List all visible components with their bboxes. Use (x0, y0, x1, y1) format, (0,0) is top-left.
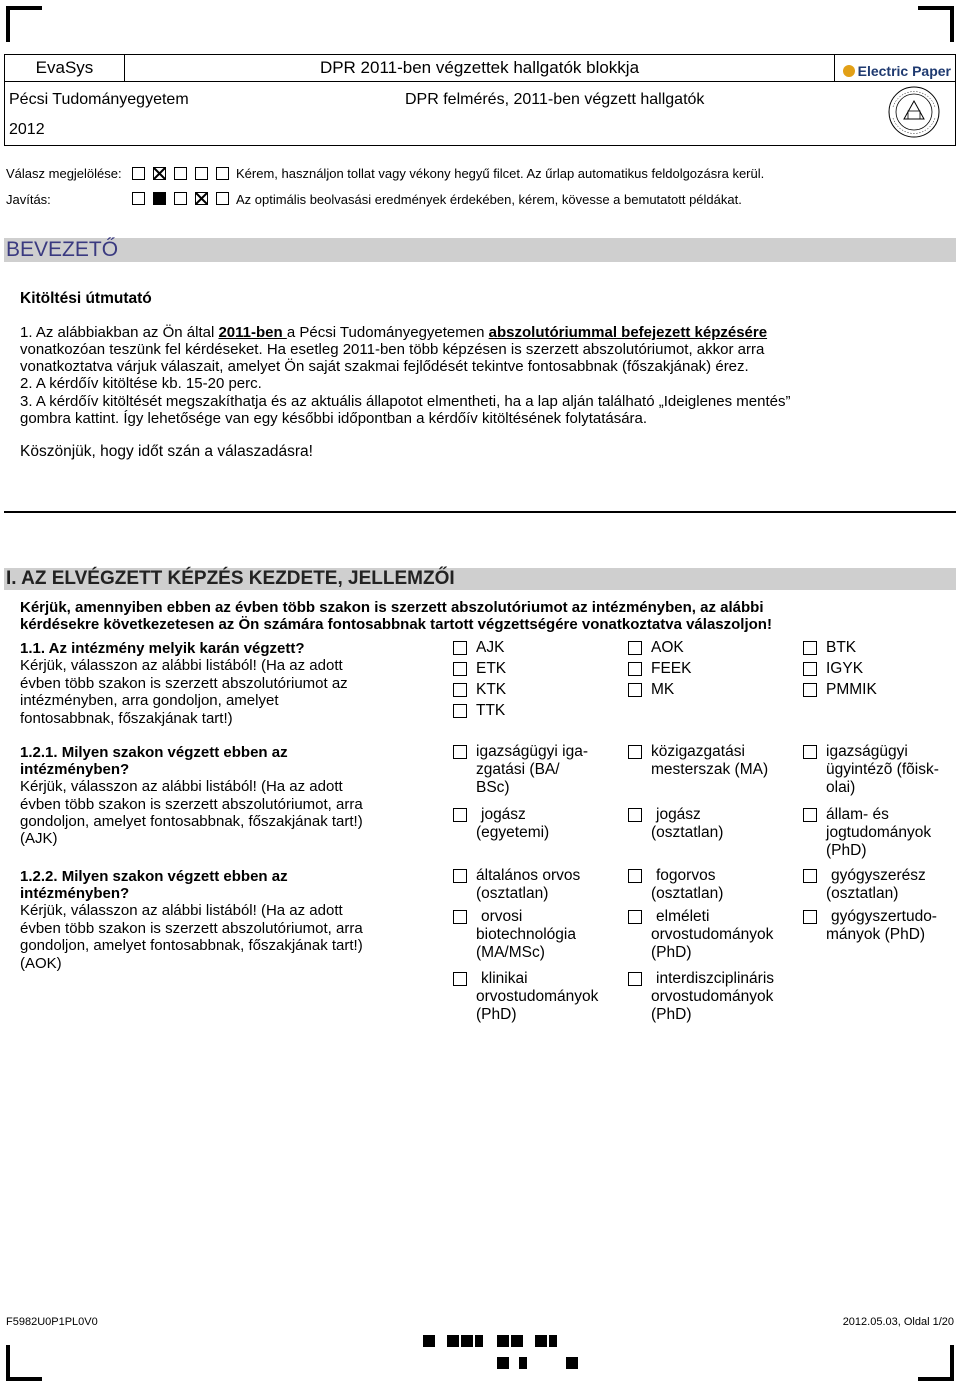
q2-option-label: mesterszak (MA) (651, 761, 769, 778)
q3-checkbox[interactable] (628, 869, 642, 883)
university-seal-icon (887, 85, 941, 139)
q1-checkbox-pmmik[interactable] (803, 683, 817, 697)
corner-mark-top-right (918, 6, 954, 42)
q2-line3: gondoljon, amelyet fontosabbnak, főszakjának tart!) (20, 813, 363, 830)
intro-section-title: BEVEZETŐ (6, 238, 119, 261)
q3-checkbox[interactable] (628, 972, 642, 986)
corner-mark-bottom-left (6, 1345, 42, 1381)
q3-option-label: elméleti (656, 908, 710, 925)
instruction-1: 1. Az alábbiakban az Ön által 2011-ben a Pécsi Tudományegyetemen abszolutóriummal befejezett képzésére (20, 324, 768, 341)
q2-option-label: ügyintézõ (fõisk- (826, 761, 939, 778)
instruction-1-line3: vonatkoztatva várjuk válaszait, amelyet Ön saját szakmai fejlődését tekintve fontosabbnak (főszakjának) érez. (20, 358, 749, 375)
q3-option-label: (PhD) (476, 1006, 517, 1023)
q3-option-label: fogorvos (656, 867, 716, 884)
q3-line2: évben több szakon is szerzett abszolutóriumot, arra (20, 920, 363, 937)
q3-option-label: orvosi (481, 908, 523, 925)
q3-option-label: orvostudományok (476, 988, 599, 1005)
q3-option-label: (osztatlan) (826, 885, 899, 902)
q1-option-label: TTK (476, 702, 506, 719)
q2-line1: Kérjük, válasszon az alábbi listából! (Ha az adott (20, 778, 343, 795)
q3-checkbox[interactable] (803, 869, 817, 883)
q1-option-label: KTK (476, 681, 507, 698)
q1-title: 1.1. Az intézmény melyik karán végzett? (20, 640, 305, 657)
q1-option-label: AOK (651, 639, 684, 656)
q1-checkbox-ajk[interactable] (453, 641, 467, 655)
q3-option-label: (osztatlan) (651, 885, 724, 902)
q2-checkbox[interactable] (453, 808, 467, 822)
thanks-text: Köszönjük, hogy időt szán a válaszadásra! (20, 443, 313, 460)
q3-option-label: mányok (PhD) (826, 926, 926, 943)
q1-option-label: IGYK (826, 660, 864, 677)
mark-instructions: Kérem, használjon tollat vagy vékony hegyű filcet. Az űrlap automatikus feldolgozásra kerül. (236, 166, 765, 181)
brand-icon (843, 65, 855, 77)
q2-option-label: (PhD) (826, 842, 867, 859)
q2-checkbox[interactable] (628, 745, 642, 759)
q3-option-label: általános orvos (476, 867, 581, 884)
q2-checkbox[interactable] (803, 808, 817, 822)
q3-option-label: interdiszciplináris (656, 970, 775, 987)
instruction-3-line2: gombra kattint. Így lehetősége van egy későbbi időpontban a kérdőív kitöltésének folytatására. (20, 410, 648, 427)
survey-year: 2012 (9, 121, 45, 138)
q3-option-label: (MA/MSc) (476, 944, 545, 961)
q3-option-label: gyógyszerész (831, 867, 926, 884)
q2-option-label: jogász (481, 806, 526, 823)
section1-intro-line2: kérdésekre következetesen az Ön számára fontosabbnak tartott végzettségére vonatkoztatva válaszoljon! (20, 616, 772, 633)
form-title: DPR 2011-ben végzettek hallgatók blokkja (125, 55, 835, 81)
corner-mark-top-left (6, 6, 42, 42)
q2-checkbox[interactable] (628, 808, 642, 822)
q1-checkbox-etk[interactable] (453, 662, 467, 676)
brand-logo: Electric Paper (835, 55, 957, 81)
form-header (4, 54, 956, 146)
q1-checkbox-mk[interactable] (628, 683, 642, 697)
q2-option-label: zgatási (BA/ (476, 761, 560, 778)
q3-option-label: gyógyszertudo- (831, 908, 937, 925)
q1-checkbox-igyk[interactable] (803, 662, 817, 676)
q2-checkbox[interactable] (453, 745, 467, 759)
q2-option-label: igazságügyi (826, 743, 908, 760)
survey-name: DPR felmérés, 2011-ben végzett hallgatók (405, 91, 705, 108)
mark-label: Válasz megjelölése: (6, 166, 122, 181)
q1-option-label: BTK (826, 639, 857, 656)
university-name: Pécsi Tudományegyetem (9, 91, 189, 108)
section1-title: I. AZ ELVÉGZETT KÉPZÉS KEZDETE, JELLEMZŐI (6, 568, 455, 589)
q2-option-label: (osztatlan) (651, 824, 724, 841)
q3-option-label: (PhD) (651, 1006, 692, 1023)
q3-line4: (AOK) (20, 955, 62, 972)
q2-option-label: állam- és (826, 806, 889, 823)
q2-line4: (AJK) (20, 830, 58, 847)
q2-option-label: BSc) (476, 779, 510, 796)
instruction-3: 3. A kérdőív kitöltését megszakíthatja és az aktuális állapotot elmentheti, ha a lap alján található „Ideiglenes mentés” (20, 393, 791, 410)
form-code: F5982U0P1PL0V0 (6, 1316, 98, 1328)
q2-option-label: igazságügyi iga- (476, 743, 589, 760)
q2-title: 1.2.1. Milyen szakon végzett ebben az (20, 744, 288, 761)
q2-option-label: (egyetemi) (476, 824, 550, 841)
q3-option-label: (osztatlan) (476, 885, 549, 902)
q1-checkbox-ttk[interactable] (453, 704, 467, 718)
q3-checkbox[interactable] (453, 972, 467, 986)
q3-checkbox[interactable] (628, 910, 642, 924)
q3-option-label: (PhD) (651, 944, 692, 961)
q3-option-label: klinikai (481, 970, 528, 987)
q3-option-label: orvostudományok (651, 926, 774, 943)
q1-line3: intézményben, arra gondoljon, amelyet (20, 692, 279, 709)
q1-checkbox-ktk[interactable] (453, 683, 467, 697)
q1-line1: Kérjük, válasszon az alábbi listából! (Ha az adott (20, 657, 343, 674)
section-divider (4, 511, 956, 513)
q2-line2: évben több szakon is szerzett abszolutóriumot, arra (20, 796, 363, 813)
q2-checkbox[interactable] (803, 745, 817, 759)
q1-option-label: AJK (476, 639, 505, 656)
correction-instructions: Az optimális beolvasási eredmények érdekében, kérem, kövesse a bemutatott példákat. (236, 192, 742, 207)
q1-checkbox-aok[interactable] (628, 641, 642, 655)
instructions-subtitle: Kitöltési útmutató (20, 290, 152, 307)
q2-title-line2: intézményben? (20, 761, 130, 778)
q1-option-label: FEEK (651, 660, 692, 677)
instruction-1-line2: vonatkozóan teszünk fel kérdéseket. Ha esetleg 2011-ben több képzésen is szerzett abszolutóriumot, akkor arra (20, 341, 765, 358)
q3-checkbox[interactable] (803, 910, 817, 924)
q3-line1: Kérjük, válasszon az alábbi listából! (Ha az adott (20, 902, 343, 919)
page-info: 2012.05.03, Oldal 1/20 (842, 1316, 954, 1328)
q3-option-label: biotechnológia (476, 926, 576, 943)
q1-checkbox-feek[interactable] (628, 662, 642, 676)
q1-checkbox-btk[interactable] (803, 641, 817, 655)
q2-option-label: jogtudományok (826, 824, 932, 841)
q3-line3: gondoljon, amelyet fontosabbnak, főszakjának tart!) (20, 937, 363, 954)
corner-mark-bottom-right (918, 1345, 954, 1381)
q1-line2: évben több szakon is szerzett abszolutóriumot az (20, 675, 348, 692)
q3-checkbox[interactable] (453, 910, 467, 924)
q2-option-label: jogász (656, 806, 701, 823)
intro-section-bar (4, 238, 956, 262)
q1-option-label: PMMIK (826, 681, 877, 698)
q3-title-line2: intézményben? (20, 885, 130, 902)
q2-option-label: közigazgatási (651, 743, 745, 760)
q1-option-label: ETK (476, 660, 507, 677)
system-name: EvaSys (5, 55, 125, 81)
section1-bar (4, 568, 956, 590)
q3-option-label: orvostudományok (651, 988, 774, 1005)
instruction-2: 2. A kérdőív kitöltése kb. 15-20 perc. (20, 375, 262, 392)
section1-intro-line1: Kérjük, amennyiben ebben az évben több szakon is szerzett abszolutóriumot az intézményben, az alábbi (20, 599, 764, 616)
q1-line4: fontosabbnak, főszakjának tart!) (20, 710, 233, 727)
q3-checkbox[interactable] (453, 869, 467, 883)
q1-option-label: MK (651, 681, 675, 698)
correction-label: Javítás: (6, 192, 51, 207)
q2-option-label: olai) (826, 779, 856, 796)
q3-title: 1.2.2. Milyen szakon végzett ebben az (20, 868, 288, 885)
